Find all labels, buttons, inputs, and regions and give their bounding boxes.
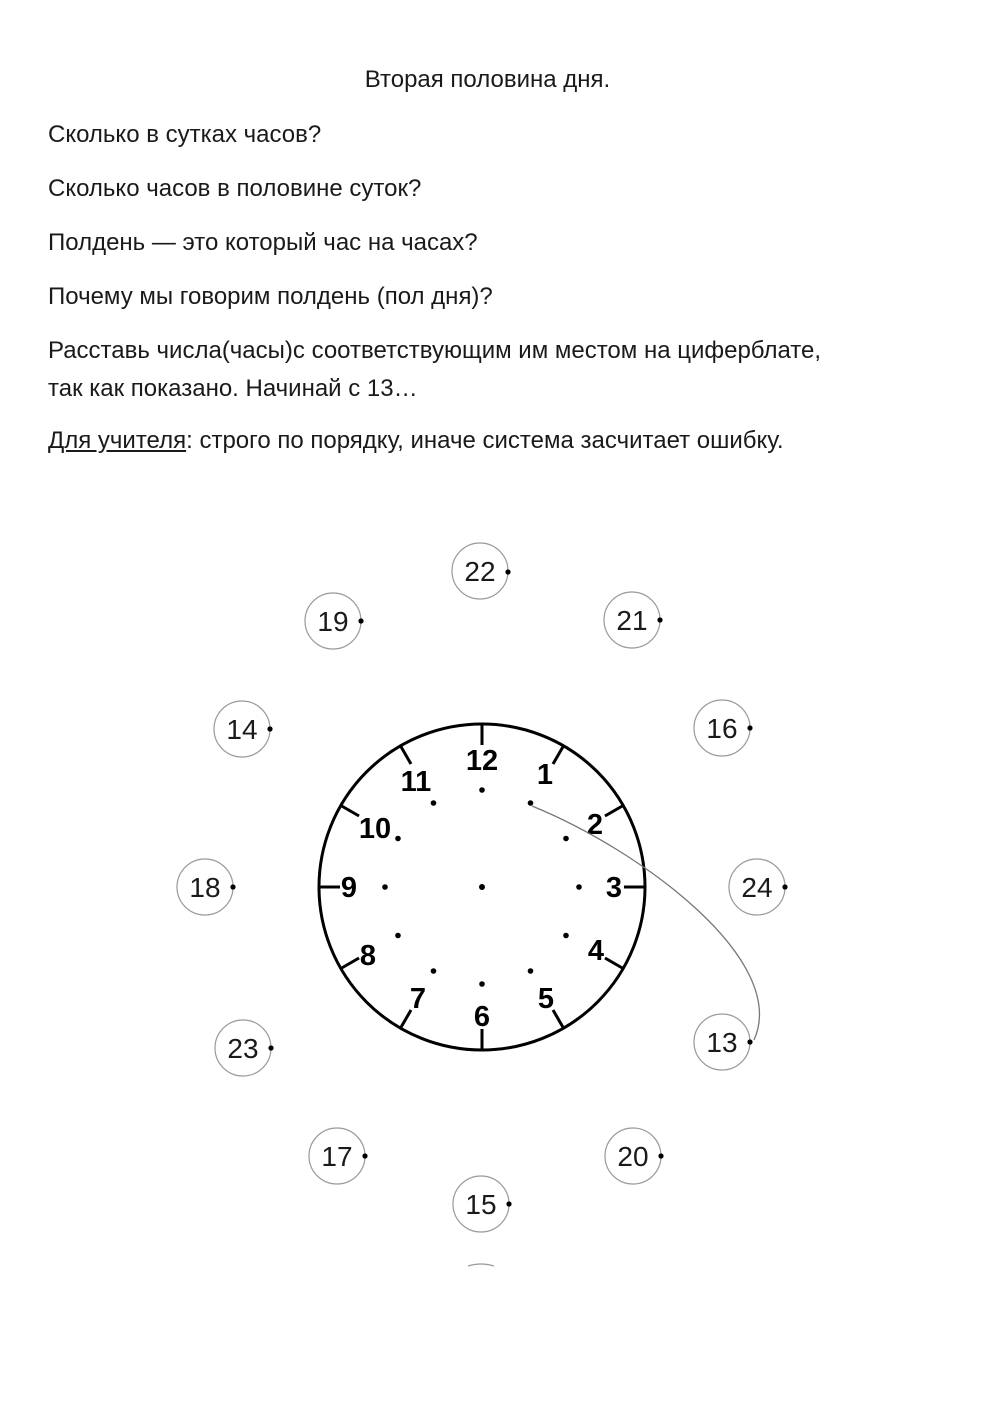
clock-hour-dot[interactable] xyxy=(563,933,569,939)
badge-15[interactable] xyxy=(453,1176,512,1232)
instruction-line-2: так как показано. Начинай с 13… xyxy=(48,375,418,402)
clock-tick xyxy=(553,745,564,764)
clock-number-5: 5 xyxy=(537,983,555,1015)
badge-22-label: 22 xyxy=(464,556,496,587)
clock-number-3: 3 xyxy=(605,872,623,904)
badge-13-label: 13 xyxy=(706,1027,738,1058)
clock-hour-dot[interactable] xyxy=(479,981,485,987)
badge-15-label: 15 xyxy=(465,1189,497,1220)
badge-19[interactable] xyxy=(305,593,364,649)
clock-hour-dot[interactable] xyxy=(528,800,534,806)
badge-18-label: 18 xyxy=(189,872,221,903)
question-hours-in-day: Сколько в сутках часов? xyxy=(48,121,322,148)
clock-number-8: 8 xyxy=(359,940,377,972)
clock-tick xyxy=(553,1010,564,1029)
clock-tick xyxy=(605,805,624,816)
clock-number-7: 7 xyxy=(409,983,427,1015)
clock-hour-dot[interactable] xyxy=(395,933,401,939)
badge-20-label: 20 xyxy=(617,1141,649,1172)
badge-22[interactable] xyxy=(452,543,511,599)
badge-18[interactable] xyxy=(177,859,236,915)
clock-number-2: 2 xyxy=(586,809,604,841)
badge-19-label: 19 xyxy=(317,606,349,637)
clock-tick xyxy=(400,745,411,764)
clock-hour-dot[interactable] xyxy=(563,836,569,842)
badge-24[interactable] xyxy=(729,859,788,915)
clock-center-dot xyxy=(479,884,485,890)
clock-hour-dot[interactable] xyxy=(431,800,437,806)
clock-hour-dot[interactable] xyxy=(576,884,582,890)
badge-14-label: 14 xyxy=(226,714,258,745)
clock-tick xyxy=(605,958,624,969)
badge-17[interactable] xyxy=(309,1128,368,1184)
cutoff-mark xyxy=(468,1264,494,1266)
clock-number-4: 4 xyxy=(587,935,605,967)
teacher-note-label: Для учителя xyxy=(48,427,187,454)
clock-hour-dot[interactable] xyxy=(395,836,401,842)
badge-14[interactable] xyxy=(214,701,273,757)
clock-number-10: 10 xyxy=(358,813,392,845)
clock-number-12: 12 xyxy=(465,745,499,777)
badge-21[interactable] xyxy=(604,592,663,648)
clock-hour-dot[interactable] xyxy=(382,884,388,890)
question-noon-hour: Полдень — это который час на часах? xyxy=(48,229,478,256)
badge-23-label: 23 xyxy=(227,1033,259,1064)
badge-17-label: 17 xyxy=(321,1141,353,1172)
clock-hour-dot[interactable] xyxy=(431,968,437,974)
badge-16-label: 16 xyxy=(706,713,738,744)
badge-23[interactable] xyxy=(215,1020,274,1076)
badge-24-label: 24 xyxy=(741,872,773,903)
clock-tick xyxy=(340,805,359,816)
clock-hour-dot[interactable] xyxy=(479,787,485,793)
teacher-note-text: : строго по порядку, иначе система засчитает ошибку. xyxy=(186,427,784,454)
page-title: Вторая половина дня. xyxy=(364,66,611,93)
question-why-noon: Почему мы говорим полдень (пол дня)? xyxy=(48,283,493,310)
badge-20[interactable] xyxy=(605,1128,664,1184)
badge-21-label: 21 xyxy=(616,605,648,636)
clock-number-6: 6 xyxy=(473,1001,491,1033)
badge-13[interactable] xyxy=(694,1014,753,1070)
clock-number-11: 11 xyxy=(400,766,432,798)
clock-number-1: 1 xyxy=(536,759,554,791)
clock-hour-dot[interactable] xyxy=(528,968,534,974)
instruction-line-1: Расставь числа(часы)с соответствующим им местом на циферблате, xyxy=(48,337,822,364)
clock-tick xyxy=(340,958,359,969)
badge-16[interactable] xyxy=(694,700,753,756)
clock-number-9: 9 xyxy=(340,872,358,904)
question-hours-half-day: Сколько часов в половине суток? xyxy=(48,175,422,202)
